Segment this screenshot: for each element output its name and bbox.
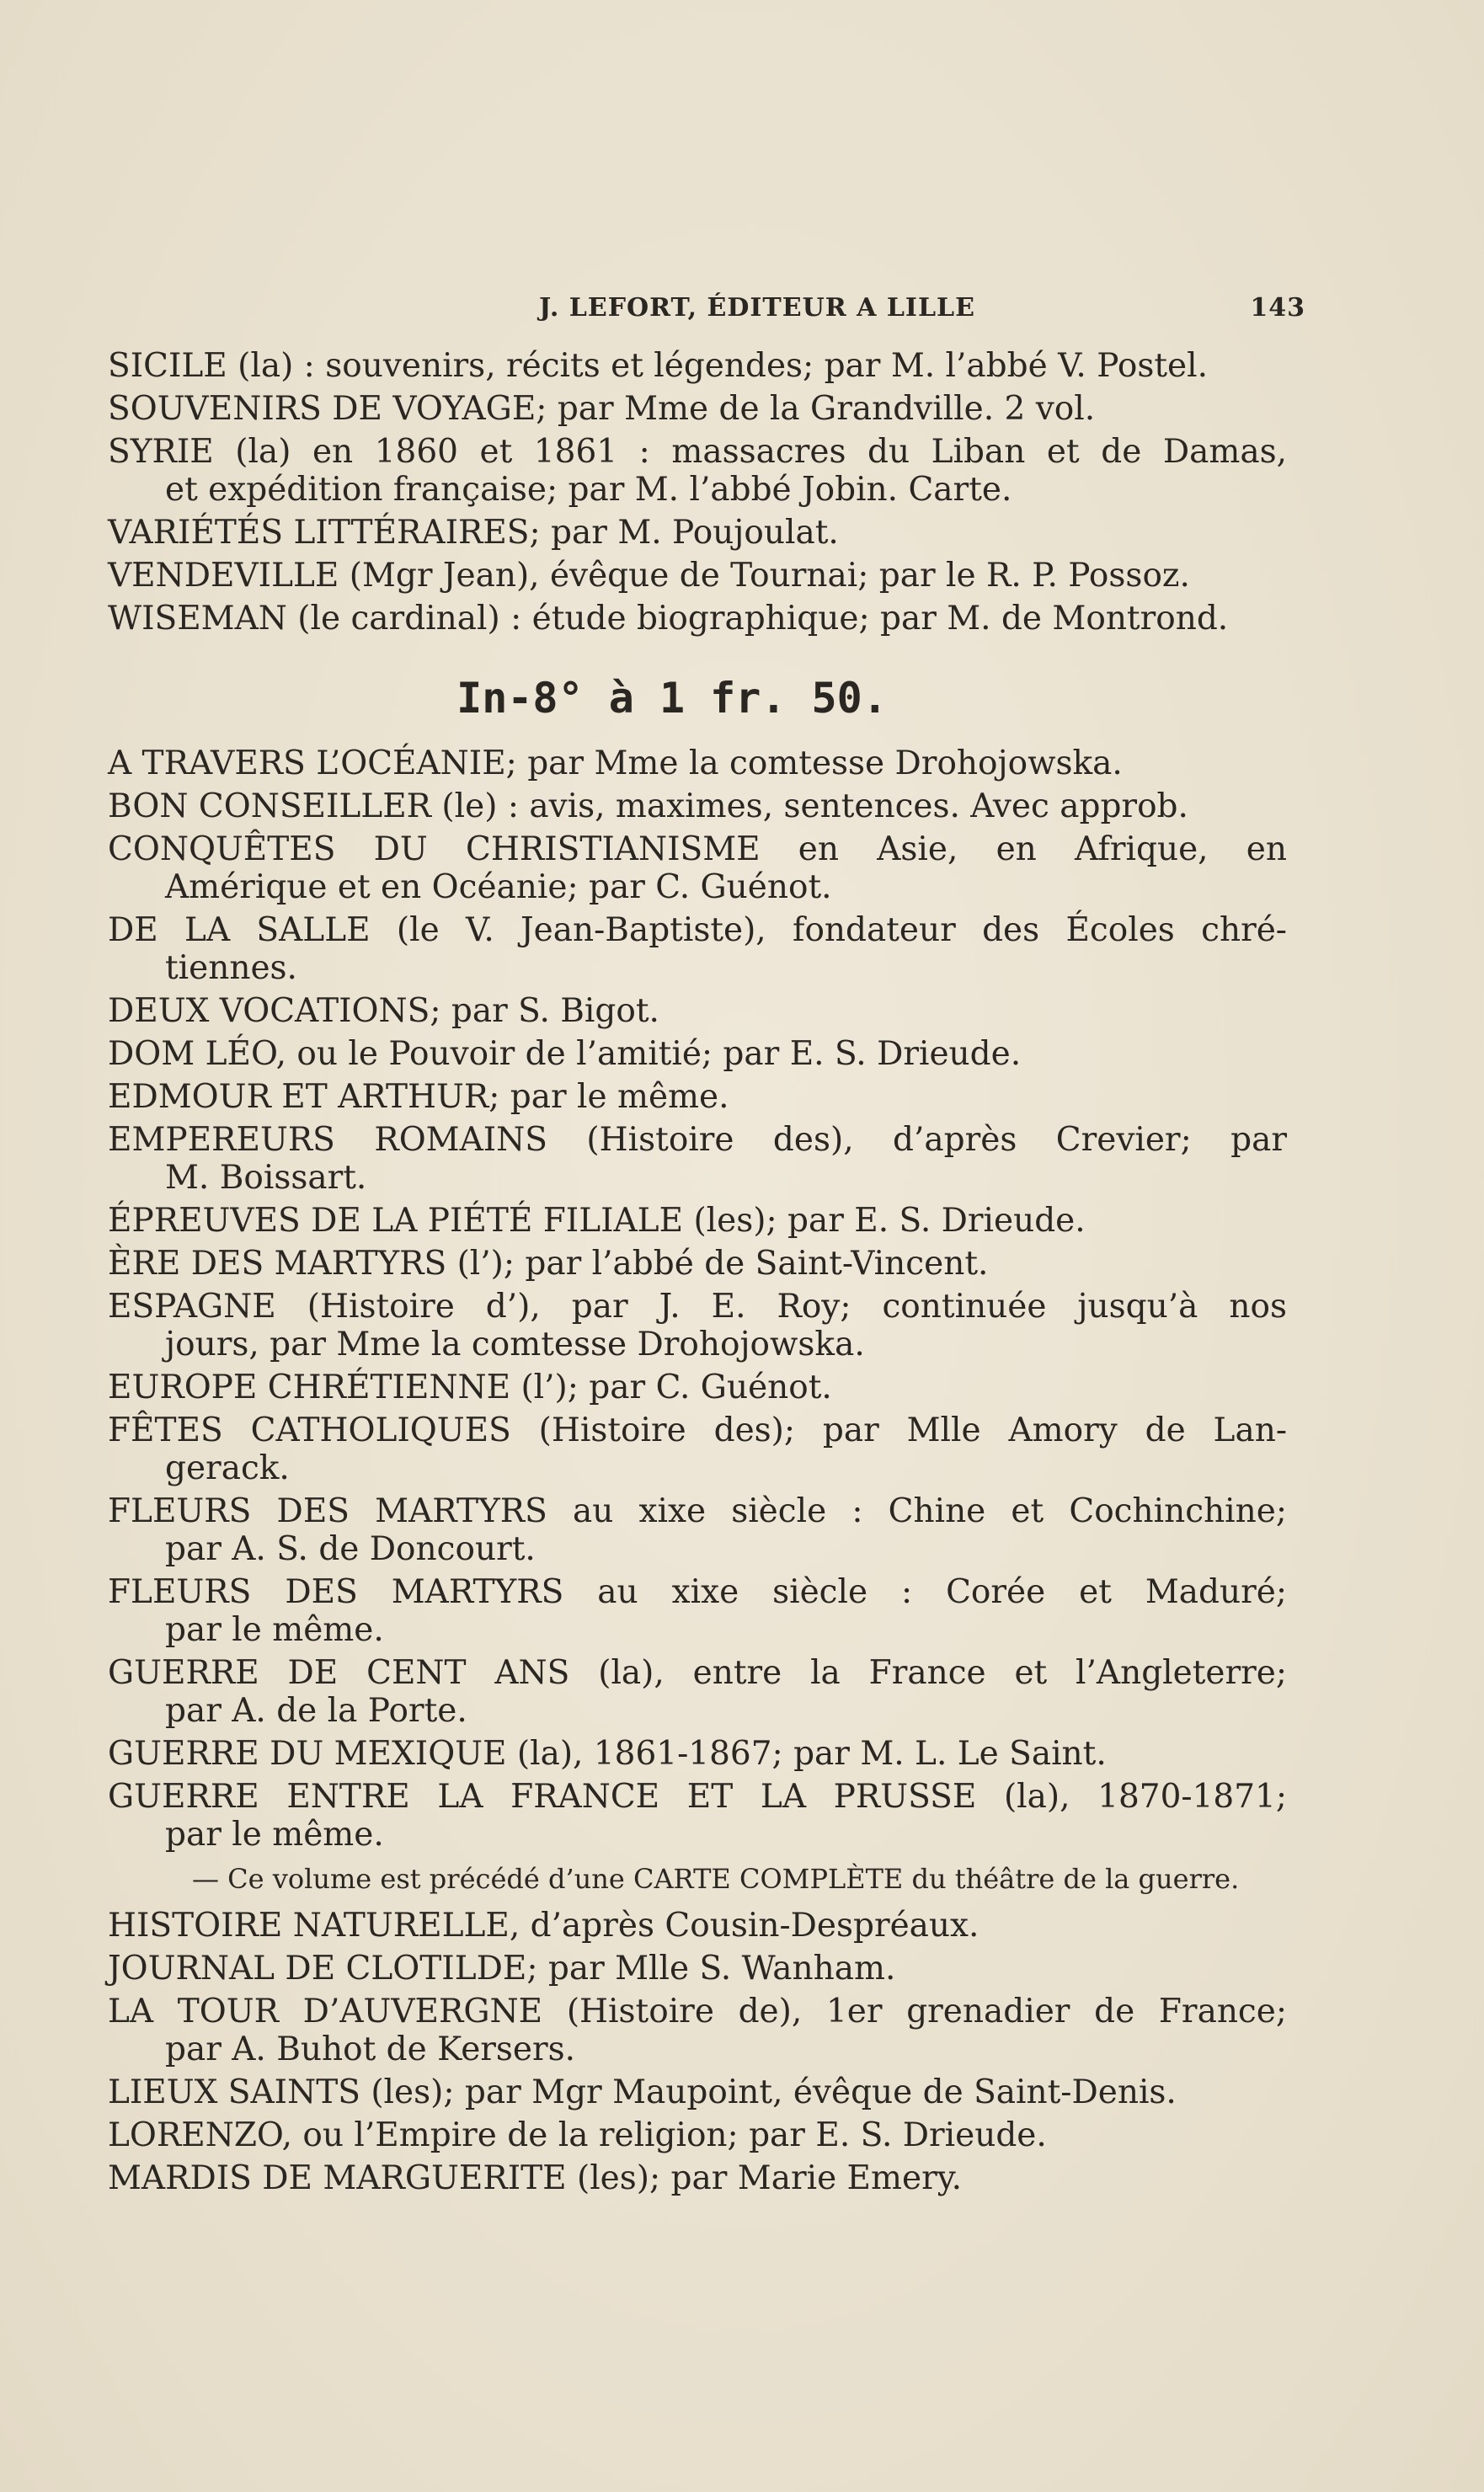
entry-line: EMPEREURS ROMAINS (Histoire des), d’après Crevier; par <box>108 1121 1287 1159</box>
catalog-entry <box>108 1993 1287 2068</box>
catalog-entry <box>108 992 1287 1030</box>
catalog-note: — Ce volume est précédé d’une CARTE COMPLÈTE du théâtre de la guerre. <box>192 1863 1240 1895</box>
entry-continuation: par A. S. de Doncourt. <box>165 1530 536 1568</box>
catalog-entry <box>108 1202 1287 1240</box>
entry-continuation: M. Boissart. <box>165 1159 367 1197</box>
catalog-entry <box>108 2073 1287 2111</box>
entry-line: LA TOUR D’AUVERGNE (Histoire de), 1er grenadier de France; <box>108 1993 1287 2030</box>
entry-line: SICILE (la) : souvenirs, récits et légendes; par M. l’abbé V. Postel. <box>108 347 1209 385</box>
catalog-entry <box>108 1121 1287 1197</box>
entry-continuation: et expédition française; par M. l’abbé Jobin. Carte. <box>165 471 1012 509</box>
catalog-list-main <box>108 744 1287 1854</box>
entry-line: GUERRE ENTRE LA FRANCE ET LA PRUSSE (la), 1870-1871; <box>108 1778 1287 1816</box>
catalog-entry <box>108 1411 1287 1487</box>
catalog-entry <box>108 1035 1287 1073</box>
catalog-entry <box>108 1288 1287 1363</box>
entry-line: JOURNAL DE CLOTILDE; par Mlle S. Wanham. <box>108 1950 896 1988</box>
entry-line: VENDEVILLE (Mgr Jean), évêque de Tournai; par le R. P. Possoz. <box>108 557 1190 595</box>
entry-line: FLEURS DES MARTYRS au xixe siècle : Corée et Maduré; <box>108 1573 1287 1611</box>
entry-line: WISEMAN (le cardinal) : étude biographique; par M. de Montrond. <box>108 600 1229 638</box>
catalog-entry <box>108 600 1287 638</box>
entry-line: GUERRE DU MEXIQUE (la), 1861-1867; par M. L. Le Saint. <box>108 1735 1107 1773</box>
catalog-text <box>108 347 1287 2202</box>
catalog-entry <box>108 787 1287 825</box>
entry-line: FÊTES CATHOLIQUES (Histoire des); par Mlle Amory de Lan- <box>108 1411 1287 1449</box>
entry-line: HISTOIRE NATURELLE, d’après Cousin-Despréaux. <box>108 1907 980 1945</box>
entry-continuation: par le même. <box>165 1611 384 1649</box>
running-header <box>109 293 1305 335</box>
entry-line: EUROPE CHRÉTIENNE (l’); par C. Guénot. <box>108 1369 832 1406</box>
catalog-entry <box>108 557 1287 595</box>
entry-line: GUERRE DE CENT ANS (la), entre la France et l’Angleterre; <box>108 1654 1287 1692</box>
page-number: 143 <box>1250 293 1305 323</box>
entry-continuation: tiennes. <box>165 949 297 987</box>
running-title: J. LEFORT, ÉDITEUR A LILLE <box>539 293 976 323</box>
section-title: In-8° à 1 fr. 50. <box>456 674 888 723</box>
entry-line: ÈRE DES MARTYRS (l’); par l’abbé de Saint-Vincent. <box>108 1245 989 1283</box>
catalog-entry <box>108 744 1287 782</box>
entry-line: ESPAGNE (Histoire d’), par J. E. Roy; continuée jusqu’à nos <box>108 1288 1287 1326</box>
catalog-entry <box>108 347 1287 385</box>
entry-line: DE LA SALLE (le V. Jean-Baptiste), fondateur des Écoles chré- <box>108 911 1287 949</box>
catalog-entry <box>108 1078 1287 1116</box>
entry-line: BON CONSEILLER (le) : avis, maximes, sentences. Avec approb. <box>108 787 1188 825</box>
entry-line: SOUVENIRS DE VOYAGE; par Mme de la Grandville. 2 vol. <box>108 390 1096 428</box>
catalog-list-after <box>108 1907 1287 2197</box>
entry-line: DEUX VOCATIONS; par S. Bigot. <box>108 992 659 1030</box>
catalog-entry <box>108 830 1287 906</box>
catalog-list-top <box>108 347 1287 638</box>
entry-continuation: jours, par Mme la comtesse Drohojowska. <box>165 1326 865 1363</box>
catalog-entry <box>108 2159 1287 2197</box>
entry-line: LIEUX SAINTS (les); par Mgr Maupoint, évêque de Saint-Denis. <box>108 2073 1177 2111</box>
entry-line: A TRAVERS L’OCÉANIE; par Mme la comtesse Drohojowska. <box>108 744 1123 782</box>
catalog-entry <box>108 1369 1287 1406</box>
catalog-entry <box>108 1245 1287 1283</box>
entry-continuation: gerack. <box>165 1449 290 1487</box>
catalog-entry <box>108 1573 1287 1649</box>
catalog-entry <box>108 390 1287 428</box>
entry-line: CONQUÊTES DU CHRISTIANISME en Asie, en Afrique, en <box>108 830 1287 868</box>
catalog-entry <box>108 433 1287 509</box>
entry-line: MARDIS DE MARGUERITE (les); par Marie Emery. <box>108 2159 962 2197</box>
catalog-entry <box>108 1654 1287 1730</box>
entry-continuation: par A. de la Porte. <box>165 1692 467 1730</box>
catalog-entry <box>108 911 1287 987</box>
catalog-entry <box>108 514 1287 552</box>
entry-continuation: par A. Buhot de Kersers. <box>165 2030 576 2068</box>
catalog-entry <box>108 1950 1287 1988</box>
entry-line: ÉPREUVES DE LA PIÉTÉ FILIALE (les); par E. S. Drieude. <box>108 1202 1086 1240</box>
catalog-entry <box>108 1735 1287 1773</box>
entry-line: EDMOUR ET ARTHUR; par le même. <box>108 1078 729 1116</box>
entry-continuation: Amérique et en Océanie; par C. Guénot. <box>165 868 832 906</box>
entry-continuation: par le même. <box>165 1816 384 1854</box>
catalog-entry <box>108 1778 1287 1854</box>
entry-line: VARIÉTÉS LITTÉRAIRES; par M. Poujoulat. <box>108 514 839 552</box>
entry-line: DOM LÉO, ou le Pouvoir de l’amitié; par E. S. Drieude. <box>108 1035 1022 1073</box>
catalog-entry <box>108 1492 1287 1568</box>
entry-line: FLEURS DES MARTYRS au xixe siècle : Chine et Cochinchine; <box>108 1492 1287 1530</box>
catalog-entry <box>108 1907 1287 1945</box>
catalog-entry <box>108 2116 1287 2154</box>
entry-line: LORENZO, ou l’Empire de la religion; par E. S. Drieude. <box>108 2116 1047 2154</box>
entry-line: SYRIE (la) en 1860 et 1861 : massacres du Liban et de Damas, <box>108 433 1287 471</box>
